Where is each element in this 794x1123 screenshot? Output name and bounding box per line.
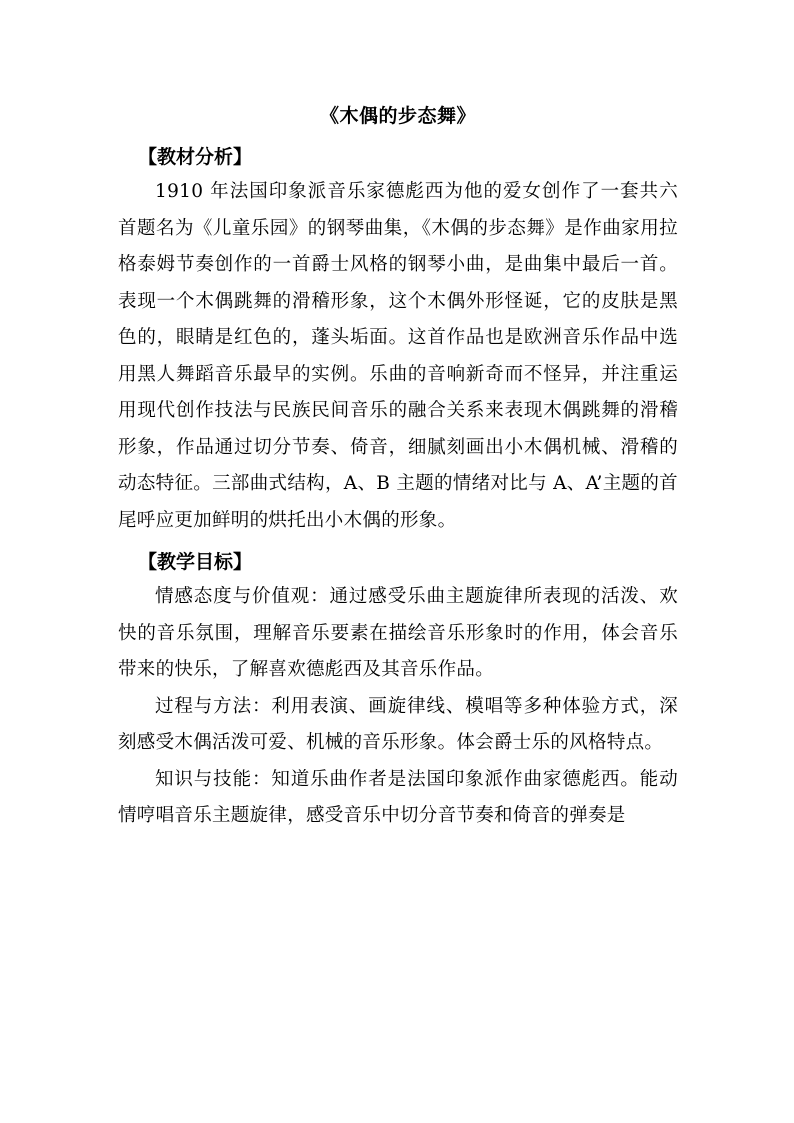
paragraph-material-analysis: 1910 年法国印象派音乐家德彪西为他的爱女创作了一套共六首题名为《儿童乐园》的钢琴曲集，《木偶的步态舞》是作曲家用拉格泰姆节奏创作的一首爵士风格的钢琴小曲，是曲集中最后一首。表现一个木偶跳舞的滑稽形象，这个木偶外形怪诞，它的皮肤是黑色的，眼睛是红色的，蓬头垢面。这首作品也是欧洲音乐作品中选用黑人舞蹈音乐最早的实例。乐曲的音响新奇而不怪异，并注重运用现代创作技法与民族民间音乐的融合关系来表现木偶跳舞的滑稽形象，作品通过切分节奏、倚音，细腻刻画出小木偶机械、滑稽的动态特征。三部曲式结构，A、B 主题的情绪对比与 A、A’主题的首尾呼应更加鲜明的烘托出小木偶的形象。 [118,181,678,531]
paragraph-process-methods: 过程与方法：利用表演、画旋律线、模唱等多种体验方式，深刻感受木偶活泼可爱、机械的音乐形象。体会爵士乐的风格特点。 [118,695,678,753]
paragraph-attitude-values: 情感态度与价值观：通过感受乐曲主题旋律所表现的活泼、欢快的音乐氛围，理解音乐要素在描绘音乐形象时的作用，体会音乐带来的快乐，了解喜欢德彪西及其音乐作品。 [118,586,678,680]
paragraph-knowledge-skills: 知识与技能：知道乐曲作者是法国印象派作曲家德彪西。能动情哼唱音乐主题旋律，感受音乐中切分音节奏和倚音的弹奏是 [118,768,678,826]
section-heading-material-analysis: 【教材分析】 [138,146,253,168]
document-body [118,100,678,835]
document-title: 《木偶的步态舞》 [319,105,476,127]
section-heading-teaching-goals: 【教学目标】 [138,551,253,573]
